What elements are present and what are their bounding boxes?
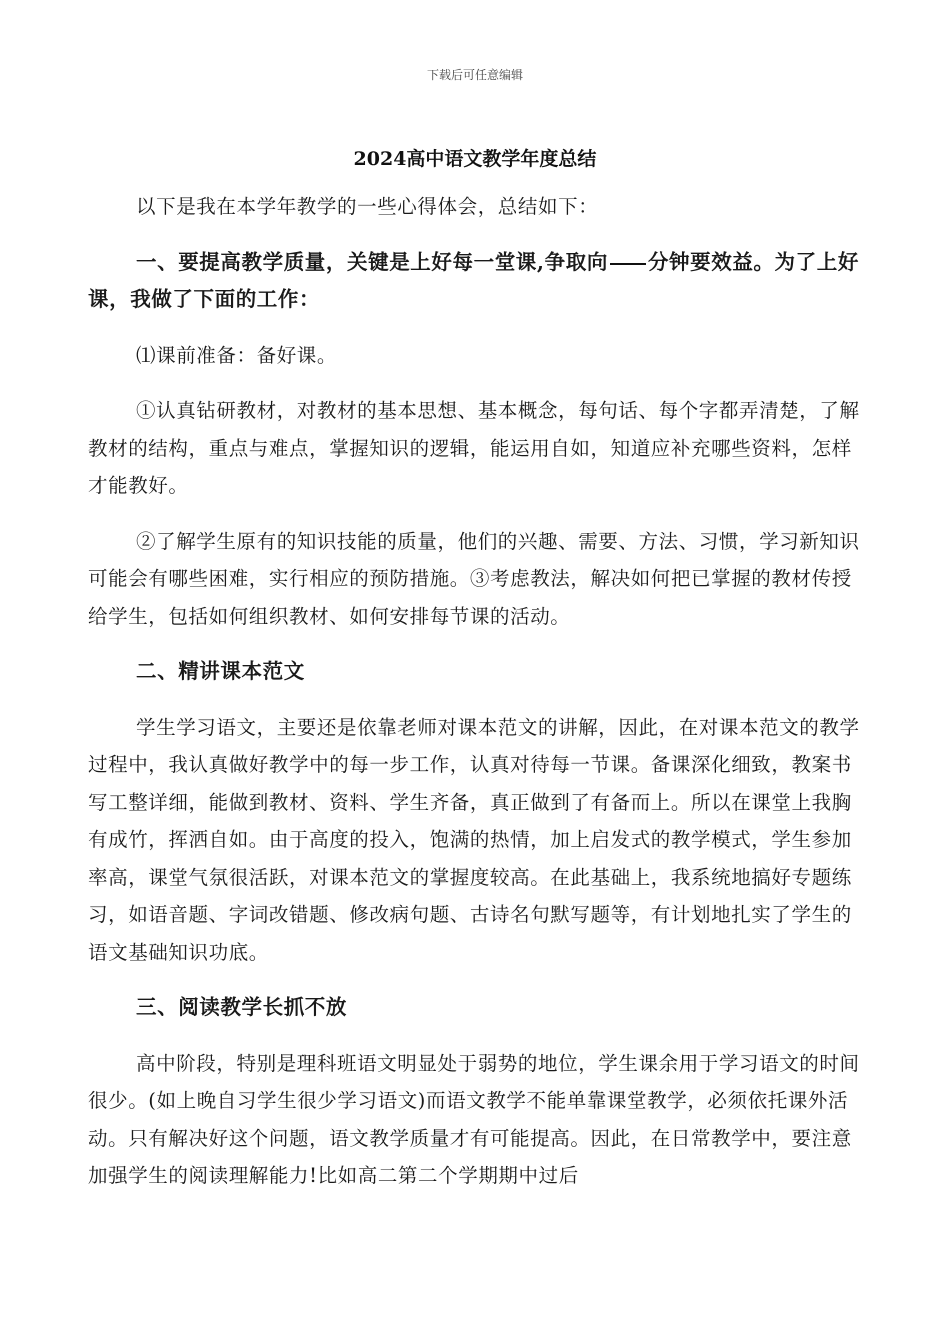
page-header: 下载后可任意编辑: [426, 68, 523, 82]
section1-point2: ②了解学生原有的知识技能的质量，他们的兴趣、需要、方法、习惯，学习新知识可能会有哪些困难，实行相应的预防措施。③考虑教法，解决如何把已掌握的教材传授给学生，包括如何组织教材、如何安排每节课的活动。: [88, 529, 860, 628]
section3-heading: 三、阅读教学长抓不放: [136, 995, 347, 1019]
section2-heading: 二、精讲课本范文: [136, 659, 305, 683]
section1-subheading: ⑴课前准备：备好课。: [136, 343, 338, 367]
document-body: [88, 188, 868, 1195]
section1-heading-part1: 一、要提高教学质量，关键是上好每一堂课,争取向: [136, 249, 608, 274]
section1-heading-part2: 分钟要效益。为了上好课，我做了下面的工作：: [88, 249, 859, 311]
document-title: 2024高中语文教学年度总结: [353, 148, 597, 170]
section2-paragraph: 学生学习语文，主要还是依靠老师对课本范文的讲解，因此，在对课本范文的教学过程中，我认真做好教学中的每一步工作，认真对待每一节课。备课深化细致，教案书写工整详细，能做到教材、资料、学生齐备，真正做到了有备而上。所以在课堂上我胸有成竹，挥洒自如。由于高度的投入，饱满的热情，加上启发式的教学模式，学生参加率高，课堂气氛很活跃，对课本范文的掌握度较高。在此基础上，我系统地搞好专题练习，如语音题、字词改错题、修改病句题、古诗名句默写题等，有计划地扎实了学生的语文基础知识功底。: [88, 715, 860, 964]
fill-in-blank: [610, 262, 646, 265]
section1-heading: [88, 244, 868, 319]
section3-paragraph: 高中阶段，特别是理科班语文明显处于弱势的地位，学生课余用于学习语文的时间很少。(如上晚自习学生很少学习语文)而语文教学不能单靠课堂教学，必须依托课外活动。只有解决好这个问题，语文教学质量才有可能提高。因此，在日常教学中，要注意加强学生的阅读理解能力!比如高二第二个学期期中过后: [88, 1051, 860, 1187]
intro-paragraph: 以下是我在本学年教学的一些心得体会，总结如下：: [136, 195, 599, 218]
section1-point1: ①认真钻研教材，对教材的基本思想、基本概念，每句话、每个字都弄清楚，了解教材的结构，重点与难点，掌握知识的逻辑，能运用自如，知道应补充哪些资料，怎样才能教好。: [88, 399, 860, 497]
